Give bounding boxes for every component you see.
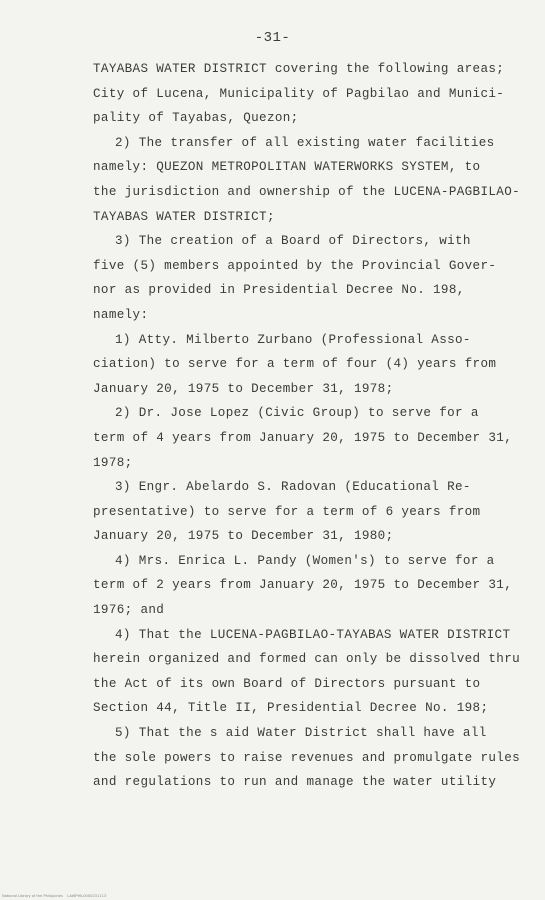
text-line: 2) Dr. Jose Lopez (Civic Group) to serve for a [115, 406, 479, 421]
text-line: and regulations to run and manage the water utility [93, 775, 497, 790]
text-line: TAYABAS WATER DISTRICT covering the following areas; [93, 62, 505, 76]
text-line: TAYABAS WATER DISTRICT; [93, 209, 275, 224]
text-line: presentative) to serve for a term of 6 years from [93, 504, 481, 519]
text-line: namely: QUEZON METROPOLITAN WATERWORKS SYSTEM, to [93, 160, 481, 175]
text-line: the jurisdiction and ownership of the LUCENA-PAGBILAO- [93, 184, 521, 199]
text-line: 4) Mrs. Enrica L. Pandy (Women's) to serve for a [115, 553, 495, 568]
text-line: 1) Atty. Milberto Zurbano (Professional Asso- [115, 332, 471, 347]
text-line: Section 44, Title II, Presidential Decree No. 198; [93, 701, 489, 716]
text-line: ciation) to serve for a term of four (4) years from [93, 357, 497, 372]
document-body [93, 57, 521, 795]
text-line: herein organized and formed can only be dissolved thru [93, 652, 521, 667]
text-line: City of Lucena, Municipality of Pagbilao and Munici- [93, 86, 505, 101]
text-line: 1976; and [93, 603, 165, 618]
text-line: January 20, 1975 to December 31, 1980; [93, 529, 394, 544]
text-line: the Act of its own Board of Directors pursuant to [93, 676, 481, 691]
text-line: namely: [93, 307, 149, 322]
text-line: the sole powers to raise revenues and promulgate rules [93, 750, 521, 765]
text-line: 4) That the LUCENA-PAGBILAO-TAYABAS WATER DISTRICT [115, 627, 511, 642]
text-line: 5) That the s aid Water District shall have all [115, 726, 487, 741]
text-line: nor as provided in Presidential Decree No. 198, [93, 283, 465, 298]
text-line: pality of Tayabas, Quezon; [93, 111, 299, 126]
text-line: term of 4 years from January 20, 1975 to December 31, [93, 430, 513, 445]
text-line: 3) Engr. Abelardo S. Radovan (Educational Re- [115, 480, 471, 495]
text-line: term of 2 years from January 20, 1975 to December 31, [93, 578, 513, 593]
text-line: five (5) members appointed by the Provincial Gover- [93, 258, 497, 273]
text-line: 2) The transfer of all existing water facilities [115, 135, 495, 150]
text-line: January 20, 1975 to December 31, 1978; [93, 381, 394, 396]
footer-note: National Library of the Philippines LAWPHIL0000231113 [2, 894, 107, 898]
text-line: 1978; [93, 455, 133, 470]
page-number: -31- [254, 30, 291, 46]
text-line: 3) The creation of a Board of Directors, with [115, 234, 471, 249]
